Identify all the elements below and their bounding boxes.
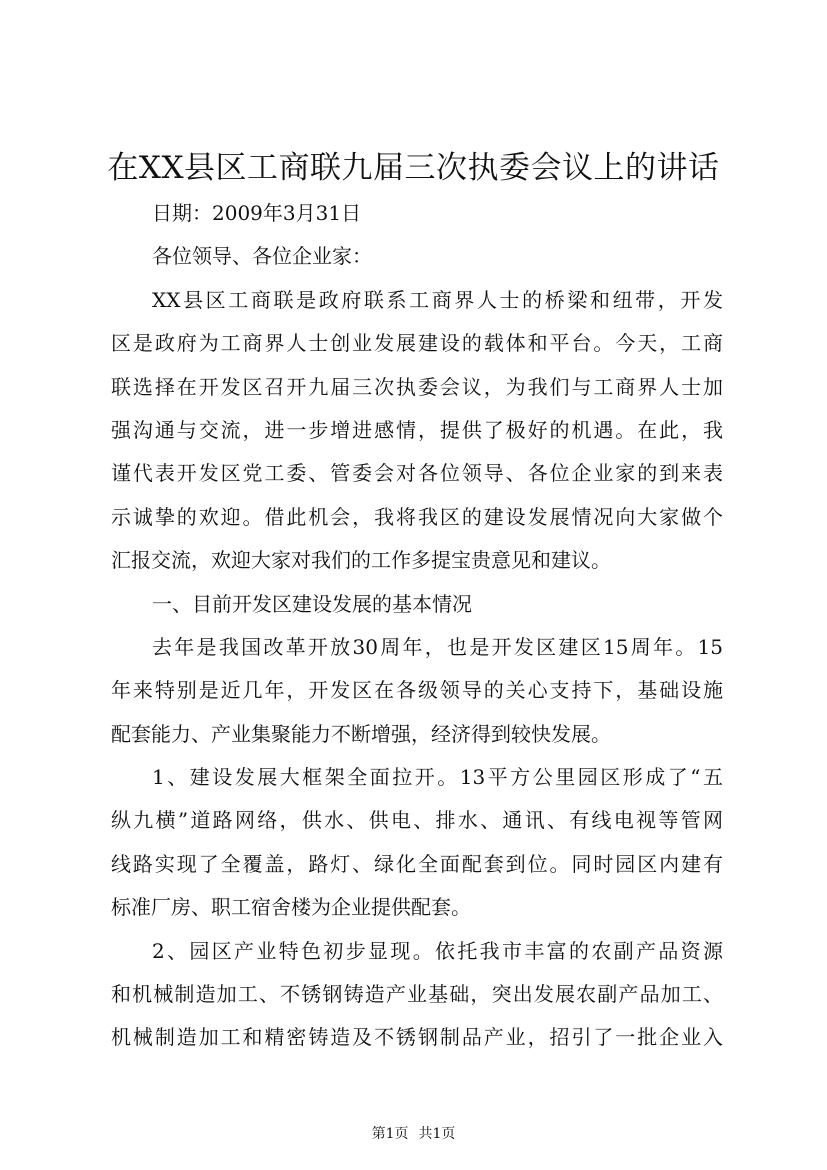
- text-line: 机械制造加工和精密铸造及不锈钢制品产业，招引了一批企业入: [111, 1025, 723, 1050]
- text-line: 谨代表开发区党工委、管委会对各位领导、各位企业家的到来表: [111, 461, 723, 486]
- text-line: 日期：2009年3月31日: [152, 201, 362, 225]
- document-title: 在XX县区工商联九届三次执委会议上的讲话: [107, 150, 720, 186]
- text-line: 示诚挚的欢迎。借此机会，我将我区的建设发展情况向大家做个: [111, 504, 723, 529]
- text-line: 联选择在开发区召开九届三次执委会议，为我们与工商界人士加: [111, 374, 723, 399]
- text-line: 区是政府为工商界人士创业发展建设的载体和平台。今天，工商: [111, 331, 723, 356]
- text-line: 标准厂房、职工宿舍楼为企业提供配套。: [111, 895, 471, 920]
- text-line: XX县区工商联是政府联系工商界人士的桥梁和纽带，开发: [152, 287, 723, 312]
- text-line: 1、建设发展大框架全面拉开。13平方公里园区形成了“五: [152, 765, 723, 790]
- text-line: 去年是我国改革开放30周年，也是开发区建区15周年。15: [152, 634, 723, 659]
- text-line: 纵九横”道路网络，供水、供电、排水、通讯、有线电视等管网: [111, 808, 723, 833]
- page-footer: [0, 1124, 827, 1144]
- text-line: 2、园区产业特色初步显现。依托我市丰富的农副产品资源: [152, 938, 723, 963]
- text-line: 线路实现了全覆盖，路灯、绿化全面配套到位。同时园区内建有: [111, 851, 723, 876]
- page-total: 共1页: [418, 1126, 456, 1142]
- text-line: 和机械制造加工、不锈钢铸造产业基础，突出发展农副产品加工、: [111, 982, 723, 1007]
- document-body: [111, 192, 723, 1060]
- text-line: 配套能力、产业集聚能力不断增强，经济得到较快发展。: [111, 721, 611, 746]
- page-number: 第1页: [371, 1126, 409, 1142]
- text-line: 一、目前开发区建设发展的基本情况: [152, 591, 472, 616]
- text-line: 各位领导、各位企业家：: [152, 244, 372, 269]
- text-line: 汇报交流，欢迎大家对我们的工作多提宝贵意见和建议。: [111, 548, 611, 573]
- text-line: 强沟通与交流，进一步增进感情，提供了极好的机遇。在此，我: [111, 417, 723, 442]
- text-line: 年来特别是近几年，开发区在各级领导的关心支持下，基础设施: [111, 678, 723, 703]
